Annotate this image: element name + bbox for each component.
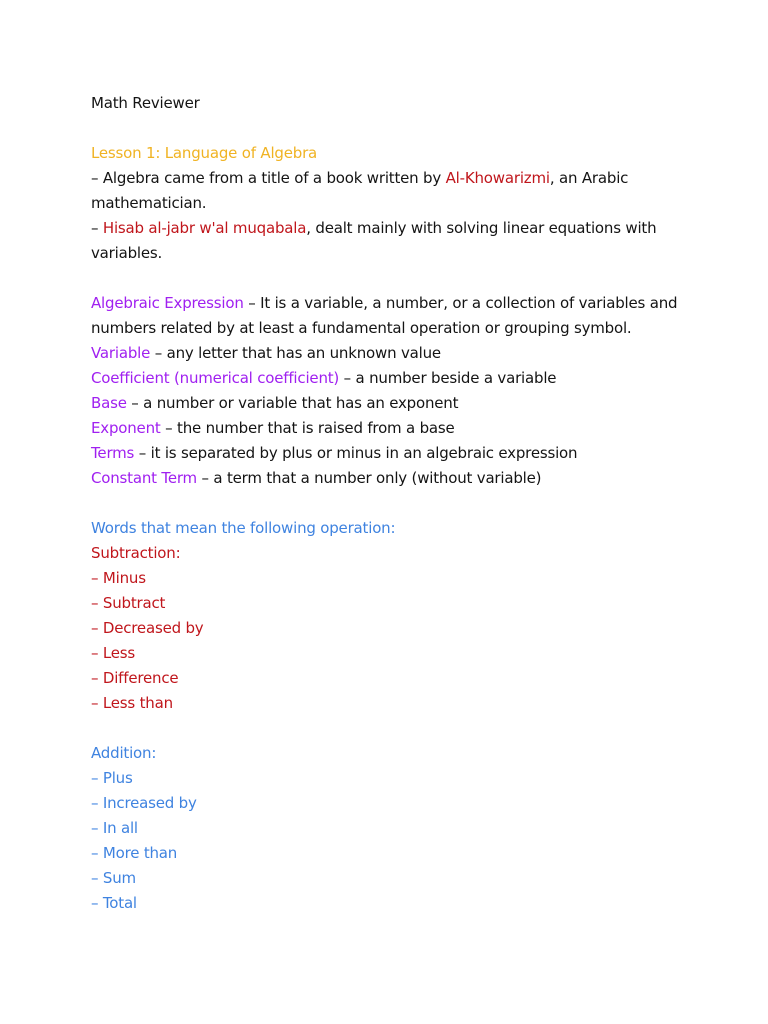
addition-item: – In all: [91, 819, 138, 837]
subtraction-item: – Difference: [91, 669, 179, 687]
addition-item: – Total: [91, 894, 137, 912]
subtraction-item: – Decreased by: [91, 619, 204, 637]
definition-text: – It is a variable, a number, or a collection of variables and: [243, 294, 678, 312]
definition-term: Constant Term: [91, 469, 197, 487]
addition-item: – More than: [91, 844, 178, 862]
definition-line: [91, 416, 691, 441]
subtraction-item: – Minus: [91, 569, 146, 587]
lesson-line-1: [91, 166, 691, 191]
subtraction-item: – Less than: [91, 694, 173, 712]
words-heading: Words that mean the following operation:: [91, 519, 396, 537]
lesson-line-4: variables.: [91, 244, 163, 262]
definition-text: – a term that a number only (without variable): [196, 469, 542, 487]
addition-item: – Plus: [91, 769, 133, 787]
spacer: [91, 266, 691, 291]
lesson-line-3-prefix: –: [91, 219, 103, 237]
lesson-line-3-suffix: , dealt mainly with solving linear equations with: [306, 219, 657, 237]
al-khowarizmi-highlight: Al-Khowarizmi: [445, 169, 550, 187]
definition-term: Algebraic Expression: [91, 294, 244, 312]
definition-line: [91, 316, 691, 341]
lesson-line-1-prefix: – Algebra came from a title of a book written by: [91, 169, 446, 187]
definition-line: [91, 291, 691, 316]
definition-text: numbers related by at least a fundamental operation or grouping symbol.: [91, 319, 632, 337]
definition-line: [91, 466, 691, 491]
definition-line: [91, 441, 691, 466]
lesson-line-1-suffix: , an Arabic: [549, 169, 629, 187]
definition-text: – a number beside a variable: [339, 369, 557, 387]
spacer: [91, 716, 691, 741]
spacer: [91, 116, 691, 141]
subtraction-item: – Subtract: [91, 594, 166, 612]
definition-line: [91, 391, 691, 416]
subtraction-item: – Less: [91, 644, 136, 662]
definition-term: Base: [91, 394, 127, 412]
definition-line: [91, 366, 691, 391]
definition-line: [91, 341, 691, 366]
spacer: [91, 491, 691, 516]
document-page: [91, 91, 691, 916]
document-title: Math Reviewer: [91, 94, 200, 112]
lesson-line-2: mathematician.: [91, 194, 207, 212]
lesson-heading: Lesson 1: Language of Algebra: [91, 144, 318, 162]
subtraction-heading: Subtraction:: [91, 544, 181, 562]
definition-text: – a number or variable that has an exponent: [126, 394, 459, 412]
definition-text: – any letter that has an unknown value: [150, 344, 441, 362]
definition-term: Terms: [91, 444, 135, 462]
addition-heading: Addition:: [91, 744, 157, 762]
definition-term: Variable: [91, 344, 151, 362]
definition-text: – the number that is raised from a base: [160, 419, 455, 437]
hisab-highlight: Hisab al-jabr w'al muqabala: [102, 219, 307, 237]
addition-item: – Sum: [91, 869, 136, 887]
lesson-line-3: [91, 216, 691, 241]
definition-term: Coefficient (numerical coefficient): [91, 369, 340, 387]
definition-text: – it is separated by plus or minus in an algebraic expression: [134, 444, 578, 462]
definition-term: Exponent: [91, 419, 161, 437]
addition-item: – Increased by: [91, 794, 197, 812]
